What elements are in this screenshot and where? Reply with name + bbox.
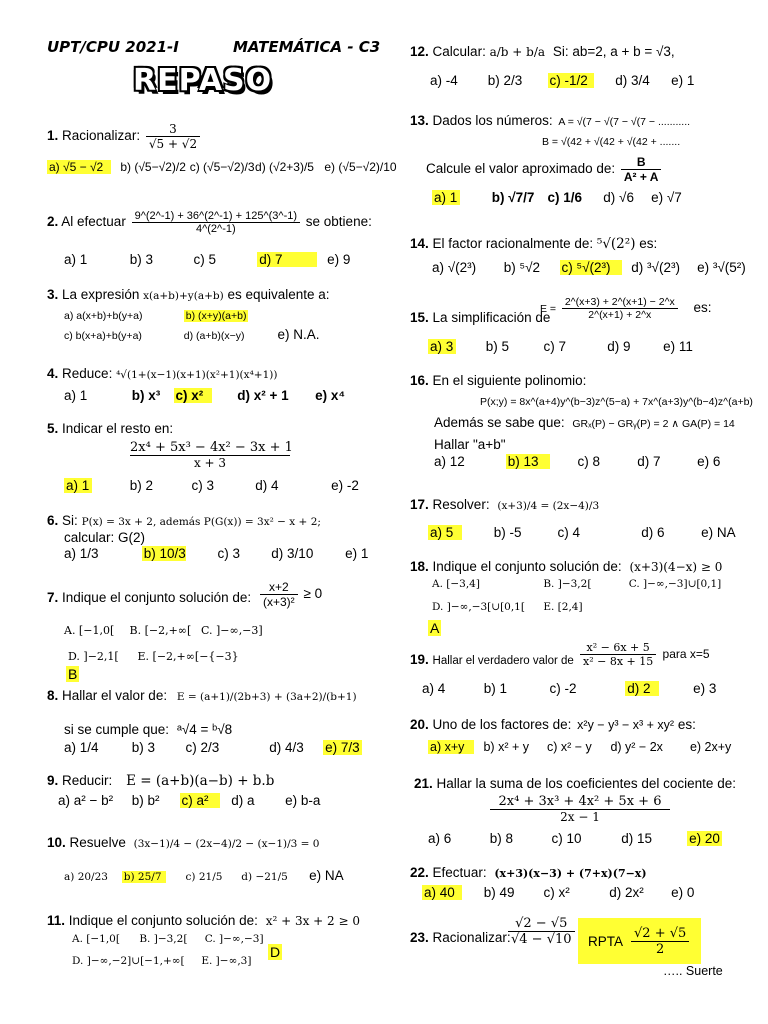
question-6-line2: calcular: G(2)	[64, 530, 146, 545]
option-A: A. [−1,0[	[72, 933, 120, 945]
option-b: b) x² + y	[483, 740, 529, 754]
option-a: a) 20/23	[64, 871, 108, 883]
question-tail: es:	[677, 717, 696, 732]
option-d: d) (a+b)(x−y)	[183, 330, 245, 342]
question-text: Indicar el resto en:	[62, 421, 174, 436]
option-e: e) 7/3	[325, 740, 360, 755]
question-expression: x² + 3x + 2 ≥ 0	[265, 914, 361, 928]
question-7-fraction: $\frac{x+2}{\text{(x+3)²}}$ ≥ 0	[258, 580, 322, 609]
option-c: c) 1/6	[547, 190, 583, 205]
question-6	[47, 513, 321, 528]
question-3-options	[64, 307, 248, 322]
option-C: C. ]−∞,−3]	[201, 624, 263, 637]
option-b: b) 1	[483, 681, 508, 696]
option-e: e) 1	[671, 73, 695, 88]
option-b: b) x³	[131, 388, 161, 403]
question-expression: x(a+b)+y(a+b)	[143, 290, 224, 302]
question-number: 4.	[47, 366, 59, 381]
question-15-options	[428, 339, 693, 354]
question-tail: es equivalente a:	[227, 287, 330, 302]
question-16	[410, 373, 586, 388]
question-number: 3.	[47, 287, 59, 302]
option-a: a) 12	[434, 454, 465, 469]
option-b: b) √7/7	[491, 190, 535, 205]
option-b: b) 3	[131, 740, 156, 755]
question-text: Si:	[62, 513, 78, 528]
footer-note: ….. Suerte	[663, 964, 723, 978]
question-16-options	[434, 454, 720, 469]
question-3-options-2	[64, 327, 320, 342]
question-7-options-2	[68, 650, 239, 663]
question-number: 6.	[47, 513, 59, 528]
question-11-options	[72, 933, 264, 945]
question-17-options	[428, 525, 736, 540]
question-number: 12.	[410, 44, 429, 59]
question-21	[414, 776, 736, 791]
question-23-answer-box	[578, 918, 701, 964]
option-e: e) 2x+y	[689, 740, 732, 754]
option-d: d) ³√(2³)	[631, 260, 680, 275]
question-condition: Si: ab=2, a + b = √3,	[552, 44, 675, 59]
option-e: e) N.A.	[277, 327, 320, 342]
question-11-answer: D	[270, 944, 281, 960]
option-A: A. [−3,4]	[432, 578, 480, 590]
option-E: E. ]−∞,3]	[201, 955, 252, 967]
question-fraction: $\frac{3}{√5 + √2}$	[146, 122, 200, 151]
question-5-options	[64, 478, 359, 493]
option-a: a) 1	[64, 252, 88, 267]
question-4-options	[64, 388, 345, 403]
option-d: d) 4	[255, 478, 279, 493]
option-E: E. [−2,+∞[−{−3}	[137, 650, 239, 663]
question-text: La simplificación de	[432, 310, 551, 325]
option-a: a) 5	[428, 525, 462, 540]
question-9	[47, 773, 274, 789]
option-c: c) 3	[217, 546, 241, 561]
question-15-fraction: E = $\frac{2\^{}(x+3) + 2\^{}(x+1) - 2\^{}x}{2\^{}(x+1) + 2\^{}x}$ es:	[540, 296, 712, 321]
question-16-line2: Además se sabe que: GRₓ(P) − GRᵧ(P) = 2 ∧ GA(P) = 14	[434, 415, 735, 430]
option-D: D. ]−2,1[	[68, 650, 119, 663]
question-expression: a/b + b/a	[489, 45, 546, 59]
option-a: a) 1	[64, 478, 92, 493]
option-e: e) √7	[651, 190, 682, 205]
question-text: Racionalizar:	[432, 930, 511, 945]
question-17	[410, 497, 599, 512]
question-text: Resolver:	[432, 497, 490, 512]
question-text: Efectuar:	[432, 865, 487, 880]
option-c: c) 7	[543, 339, 567, 354]
question-tail: es:	[639, 236, 658, 251]
option-b: b) -5	[493, 525, 522, 540]
option-e: e) -2	[331, 478, 359, 493]
option-c: c) -2	[549, 681, 577, 696]
question-14-options	[432, 260, 746, 275]
option-b: b) 49	[483, 885, 515, 900]
option-c: c) x²	[174, 388, 212, 403]
option-d: d) 4/3	[269, 740, 304, 755]
question-number: 19.	[410, 652, 429, 667]
question-fraction: $\frac{9\^{}(2\^{}-1) + 36\^{}(2\^{}-1) + 125\^{}(3\^{}-1)}{4\^{}(2\^{}-1)}$	[132, 210, 300, 235]
question-4	[47, 366, 277, 381]
question-text: Al efectuar	[61, 214, 126, 230]
option-e: e) b-a	[285, 793, 321, 808]
option-c: c) -1/2	[548, 73, 594, 88]
question-18-options	[432, 578, 721, 590]
option-e: e) 1	[345, 546, 369, 561]
question-expression: (3x−1)/4 − (2x−4)/2 − (x−1)/3 = 0	[133, 838, 320, 850]
question-number: 10.	[47, 835, 66, 850]
option-E: E. [2,4]	[543, 601, 583, 613]
question-number: 13.	[410, 113, 429, 128]
option-b: b) ⁵√2	[503, 260, 541, 275]
option-a: a) x+y	[428, 740, 474, 754]
question-8-line2: si se cumple que: ᵃ√4 = ᵇ√8	[64, 722, 233, 737]
question-number: 2.	[47, 214, 59, 230]
question-expression: (x+3)(4−x) ≥ 0	[629, 560, 723, 574]
question-number: 14.	[410, 236, 429, 251]
question-number: 1.	[47, 128, 59, 144]
question-18-answer: A	[430, 620, 440, 636]
option-a: a) 1/4	[64, 740, 99, 755]
question-19-fraction: $\frac{\text{x² − 6x + 5}}{\text{x² − 8x + 15}}$ para x=5	[578, 641, 710, 668]
option-c: c) x²	[543, 885, 570, 900]
option-B: B. [−2,+∞[	[129, 624, 192, 637]
question-text: Dados los números:	[432, 113, 553, 128]
question-text: La expresión	[62, 287, 140, 302]
option-b: b) 2	[129, 478, 154, 493]
question-8-options	[64, 740, 362, 755]
question-22-options	[422, 885, 694, 900]
question-7-answer: B	[68, 666, 78, 682]
question-19	[410, 652, 574, 667]
question-5	[47, 421, 173, 436]
question-number: 17.	[410, 497, 429, 512]
option-d: d) −21/5	[241, 871, 288, 883]
option-b: b) 2/3	[487, 73, 523, 88]
option-d: d) x² + 1	[237, 388, 289, 403]
question-9-options	[58, 793, 320, 808]
option-d: d) √6	[603, 190, 634, 205]
option-b: b) 8	[489, 831, 514, 846]
question-text: Hallar el valor de:	[62, 688, 168, 703]
question-11	[47, 913, 360, 928]
question-13-line2: Calcule el valor aproximado de: $\frac{B}{\text{A² + A}}$	[426, 155, 663, 184]
question-number: 8.	[47, 688, 59, 703]
question-expression: (x+3)(x−3) + (7+x)(7−x)	[494, 867, 647, 880]
option-b: b) 10/3	[143, 546, 186, 561]
option-e: e) 9	[327, 252, 351, 267]
option-d: d) 7	[637, 454, 661, 469]
option-C: C. ]−∞,−3]	[204, 933, 264, 945]
option-d: d) 2	[625, 681, 659, 696]
page-title: REPASO	[133, 63, 273, 98]
option-a: a) a² − b²	[58, 793, 114, 808]
question-7-options	[64, 624, 263, 637]
option-b: b) (x+y)(a+b)	[185, 310, 247, 322]
question-text: El factor racionalmente de:	[432, 236, 594, 251]
option-b: b) 13	[506, 454, 550, 469]
question-1	[47, 122, 202, 151]
option-e: e) 3	[693, 681, 717, 696]
question-text: Reduce:	[62, 366, 113, 381]
question-10	[47, 835, 320, 850]
question-expression: ⁴√(1+(x−1)(x+1)(x²+1)(x⁴+1))	[116, 369, 278, 381]
option-d: d) y² − 2x	[610, 740, 663, 754]
question-6-options	[64, 546, 368, 561]
question-number: 20.	[410, 717, 429, 732]
question-5-fraction: 2x⁴ + 5x³ − 4x² − 3x + 1 x + 3	[130, 440, 293, 470]
question-10-options	[64, 868, 344, 883]
question-text: Reducir:	[62, 773, 113, 788]
option-c: c) (√5−√2)/3	[189, 160, 255, 174]
option-c: c) 2/3	[185, 740, 220, 755]
option-d: d) 6	[641, 525, 665, 540]
question-18-options-2	[432, 601, 583, 613]
question-20-options	[428, 740, 731, 754]
question-18	[410, 559, 722, 574]
option-a: a) 1	[432, 190, 460, 205]
question-21-options	[428, 831, 722, 846]
question-15	[410, 310, 550, 325]
question-1-options	[47, 160, 404, 174]
option-d: d) 2x²	[609, 885, 644, 900]
option-a: a) 40	[422, 885, 462, 900]
question-expression: ⁵√(2²)	[596, 236, 636, 252]
option-D: D. ]−∞,−2]∪[−1,+∞[	[72, 955, 185, 967]
option-e: e) NA	[309, 868, 344, 883]
subject-header: MATEMÁTICA - C3	[233, 38, 381, 56]
question-text: Calcular:	[432, 44, 486, 59]
question-number: 21.	[414, 776, 433, 791]
question-number: 22.	[410, 865, 429, 880]
question-11-options-2	[72, 955, 251, 967]
question-tail: se obtiene:	[305, 214, 372, 230]
question-number: 18.	[410, 559, 429, 574]
option-b: b) b²	[131, 793, 160, 808]
option-d: d) 15	[621, 831, 653, 846]
rpta-label: RPTA	[588, 933, 624, 949]
option-a: a) 3	[428, 339, 456, 354]
question-number: 11.	[47, 913, 66, 928]
question-23-fraction: $\frac{√2 - √5}{√4 - √10}$	[506, 916, 577, 947]
question-expression: E = (a+1)/(2b+3) + (3a+2)/(b+1)	[176, 691, 357, 703]
question-14	[410, 236, 657, 252]
question-8	[47, 688, 357, 703]
option-a: a) √5 − √2	[47, 160, 111, 174]
question-13-expression-b: B = √(42 + √(42 + √(42 + .......	[542, 136, 681, 148]
question-22	[410, 865, 647, 880]
option-d: d) 7	[257, 252, 317, 267]
option-c: c) 8	[577, 454, 601, 469]
question-number: 16.	[410, 373, 429, 388]
option-b: b) 5	[485, 339, 510, 354]
question-13-options	[432, 190, 682, 205]
option-c: c) b(x+a)+b(y+a)	[64, 330, 142, 342]
question-text: Uno de los factores de:	[432, 717, 572, 732]
option-c: c) 10	[551, 831, 582, 846]
question-text: En el siguiente polinomio:	[432, 373, 587, 388]
question-expression: P(x) = 3x + 2, además P(G(x)) = 3x² − x + 2;	[81, 516, 321, 528]
option-e: e) (√5−√2)/10	[324, 160, 397, 174]
question-text: Indique el conjunto solución de:	[68, 913, 258, 928]
option-A: A. [−1,0[	[64, 624, 115, 637]
question-19-options	[422, 681, 716, 696]
question-3	[47, 287, 330, 302]
question-13	[410, 113, 690, 128]
option-e: e) 20	[689, 831, 720, 846]
option-c: c) x² − y	[546, 740, 592, 754]
option-c: c) 21/5	[185, 871, 223, 883]
option-b: b) 3	[129, 252, 154, 267]
option-a: a) a(x+b)+b(y+a)	[64, 310, 143, 322]
option-d: d) (√2+3)/5	[255, 160, 314, 174]
question-23	[410, 930, 511, 945]
option-a: a) 1/3	[64, 546, 99, 561]
option-b: b) (√5−√2)/2	[120, 160, 186, 174]
question-2-options	[64, 252, 367, 267]
option-e: e) NA	[701, 525, 736, 540]
option-c: c) ⁵√(2³)	[560, 260, 622, 275]
option-c: c) a²	[180, 793, 220, 808]
question-12-options	[430, 73, 694, 88]
rpta-fraction: $\frac{√2 + √5}{2}$	[631, 926, 689, 957]
question-21-fraction: 2x⁴ + 3x³ + 4x² + 5x + 6 2x − 1	[490, 794, 670, 824]
question-number: 5.	[47, 421, 59, 436]
option-e: e) x⁴	[315, 388, 346, 403]
option-d: d) 9	[607, 339, 631, 354]
option-a: a) √(2³)	[432, 260, 477, 275]
question-number: 7.	[47, 590, 59, 605]
course-header: UPT/CPU 2021-I	[47, 38, 179, 56]
option-a: a) 6	[428, 831, 452, 846]
option-C: C. ]−∞,−3]∪[0,1]	[628, 578, 722, 590]
question-number: 9.	[47, 773, 59, 788]
option-d: d) 3/10	[271, 546, 314, 561]
question-text: Resuelve	[69, 835, 126, 850]
question-2	[47, 210, 372, 235]
option-e: e) ³√(5²)	[697, 260, 746, 275]
question-expression: x²y − y³ − x³ + xy²	[577, 718, 675, 732]
option-d: d) 3/4	[615, 73, 650, 88]
question-text: Indique el conjunto solución de:	[432, 559, 622, 574]
question-number: 23.	[410, 930, 429, 945]
question-expression-a: A = √(7 − √(7 − √(7 − ...........	[558, 116, 691, 128]
question-20	[410, 717, 696, 732]
option-a: a) 4	[422, 681, 446, 696]
question-number: 15.	[410, 310, 429, 325]
question-expression: E = (a+b)(a−b) + b.b	[126, 773, 275, 789]
option-a: a) -4	[430, 73, 458, 88]
option-e: e) 6	[697, 454, 721, 469]
option-d: d) a	[231, 793, 255, 808]
option-B: B. ]−3,2[	[543, 578, 592, 590]
question-text: Racionalizar:	[62, 128, 141, 144]
option-a: a) 1	[64, 388, 88, 403]
question-text: Hallar el verdadero valor de	[432, 655, 574, 667]
option-e: e) 11	[663, 339, 693, 354]
option-c: c) 5	[193, 252, 217, 267]
question-7	[47, 590, 251, 605]
option-c: c) 4	[557, 525, 581, 540]
option-D: D. ]−∞,−3[∪[0,1[	[432, 601, 525, 613]
question-12	[410, 44, 675, 59]
option-e: e) 0	[671, 885, 695, 900]
question-text: Indique el conjunto solución de:	[62, 590, 252, 605]
option-c: c) 3	[191, 478, 215, 493]
option-b: b) 25/7	[122, 871, 166, 883]
option-B: B. ]−3,2[	[139, 933, 188, 945]
question-text: Hallar la suma de los coeficientes del cociente de:	[436, 776, 736, 791]
question-16-expression: P(x;y) = 8x^(a+4)y^(b−3)z^(5−a) + 7x^(a+3)y^(b−4)z^(a+b)	[480, 396, 753, 408]
question-16-line3: Hallar "a+b"	[434, 437, 506, 452]
question-expression: (x+3)/4 = (2x−4)/3	[497, 500, 600, 512]
